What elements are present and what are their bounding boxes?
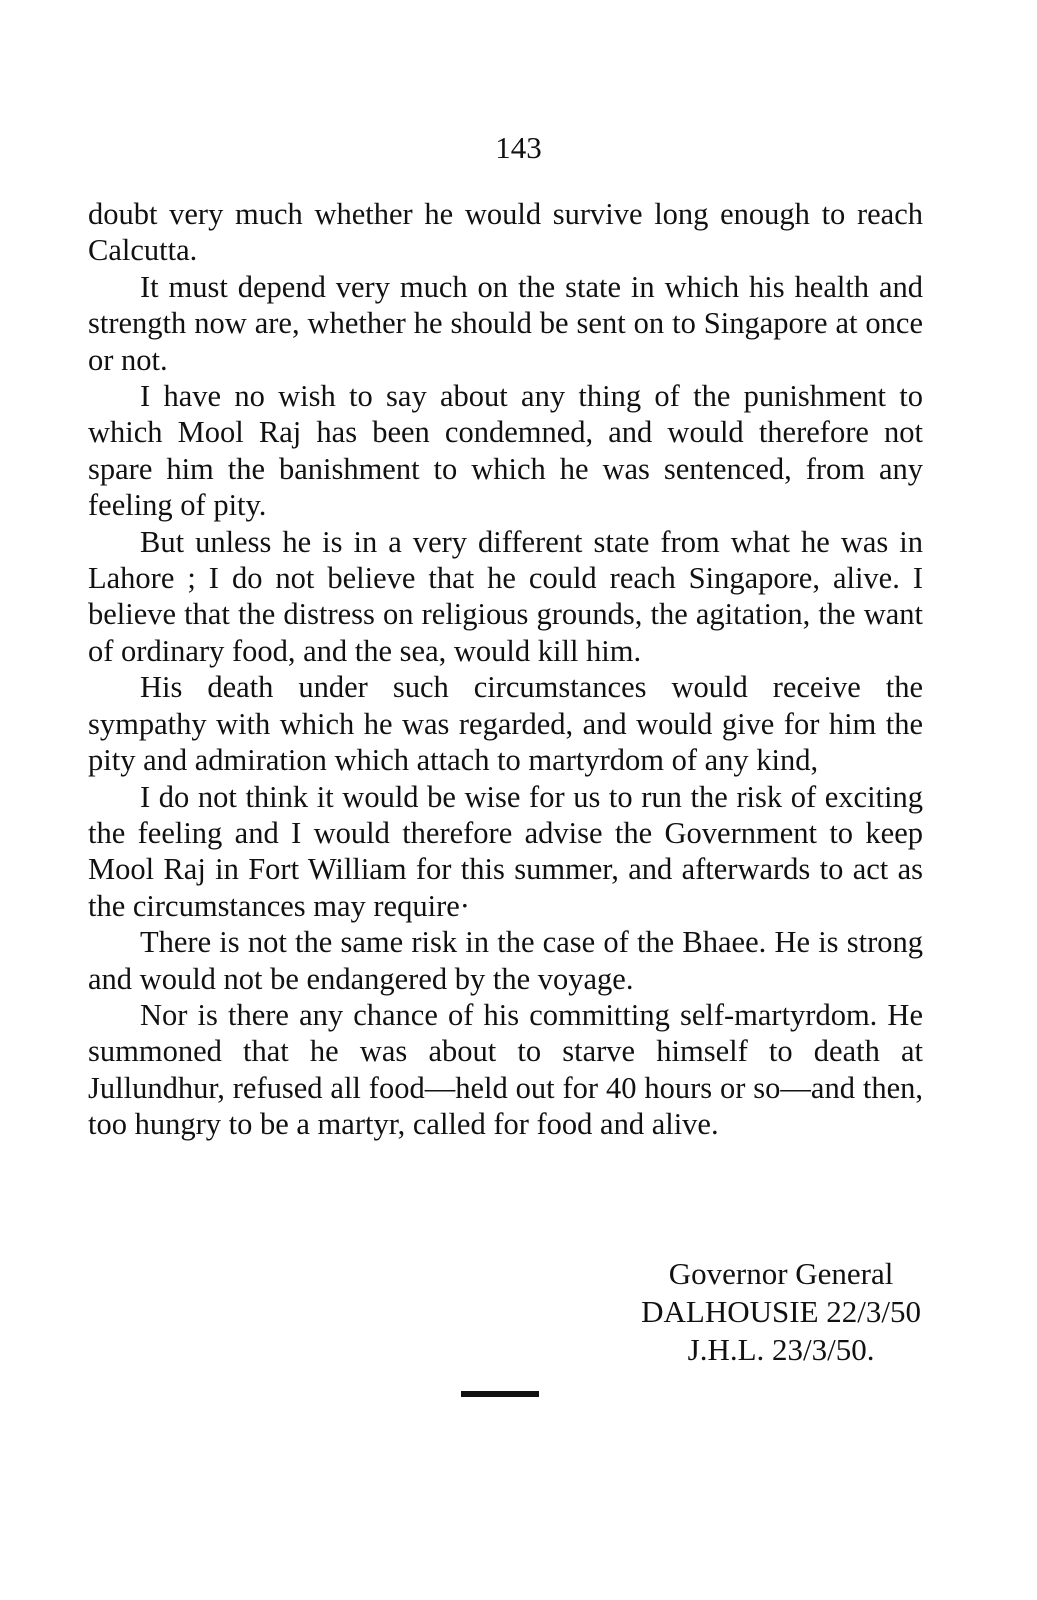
- section-end-rule: [461, 1391, 539, 1397]
- paragraph: His death under such circumstances would receive the sympathy with which he was regarded, and would give for him the pity and admiration which attach to martyrdom of any kind,: [88, 670, 923, 778]
- letter-body: [88, 196, 923, 1143]
- signature-title: Governor General: [668, 1256, 894, 1291]
- page-number: 143: [495, 130, 542, 165]
- signature-block: [641, 1255, 921, 1369]
- paragraph: There is not the same risk in the case of the Bhaee. He is strong and would not be endangered by the voyage.: [88, 925, 923, 996]
- paragraph: doubt very much whether he would survive long enough to reach Calcutta.: [88, 197, 923, 268]
- paragraph: Nor is there any chance of his committing self-martyrdom. He summoned that he was about to starve himself to death at Jullundhur, refused all food—held out for 40 hours or so—and then, too hungry to be a martyr, called for food and alive.: [88, 997, 923, 1142]
- paragraph: I have no wish to say about any thing of the punishment to which Mool Raj has been condemned, and would therefore not spare him the banishment to which he was sentenced, from any feeling of pity.: [88, 379, 923, 523]
- paragraph: It must depend very much on the state in which his health and strength now are, whether he should be sent on to Singapore at once or not.: [88, 269, 923, 377]
- signature-initials-date: J.H.L. 23/3/50.: [687, 1332, 875, 1367]
- paragraph: I do not think it would be wise for us to run the risk of exciting the feeling and I would therefore advise the Government to keep Mool Raj in Fort William for this summer, and afterwards to act as the circumstances may require·: [88, 779, 923, 923]
- paragraph: But unless he is in a very different state from what he was in Lahore ; I do not believe that he could reach Singapore, alive. I believe that the distress on religious grounds, the agitation, the want of ordinary food, and the sea, would kill him.: [88, 524, 923, 668]
- signature-name-date: DALHOUSIE 22/3/50: [641, 1294, 921, 1329]
